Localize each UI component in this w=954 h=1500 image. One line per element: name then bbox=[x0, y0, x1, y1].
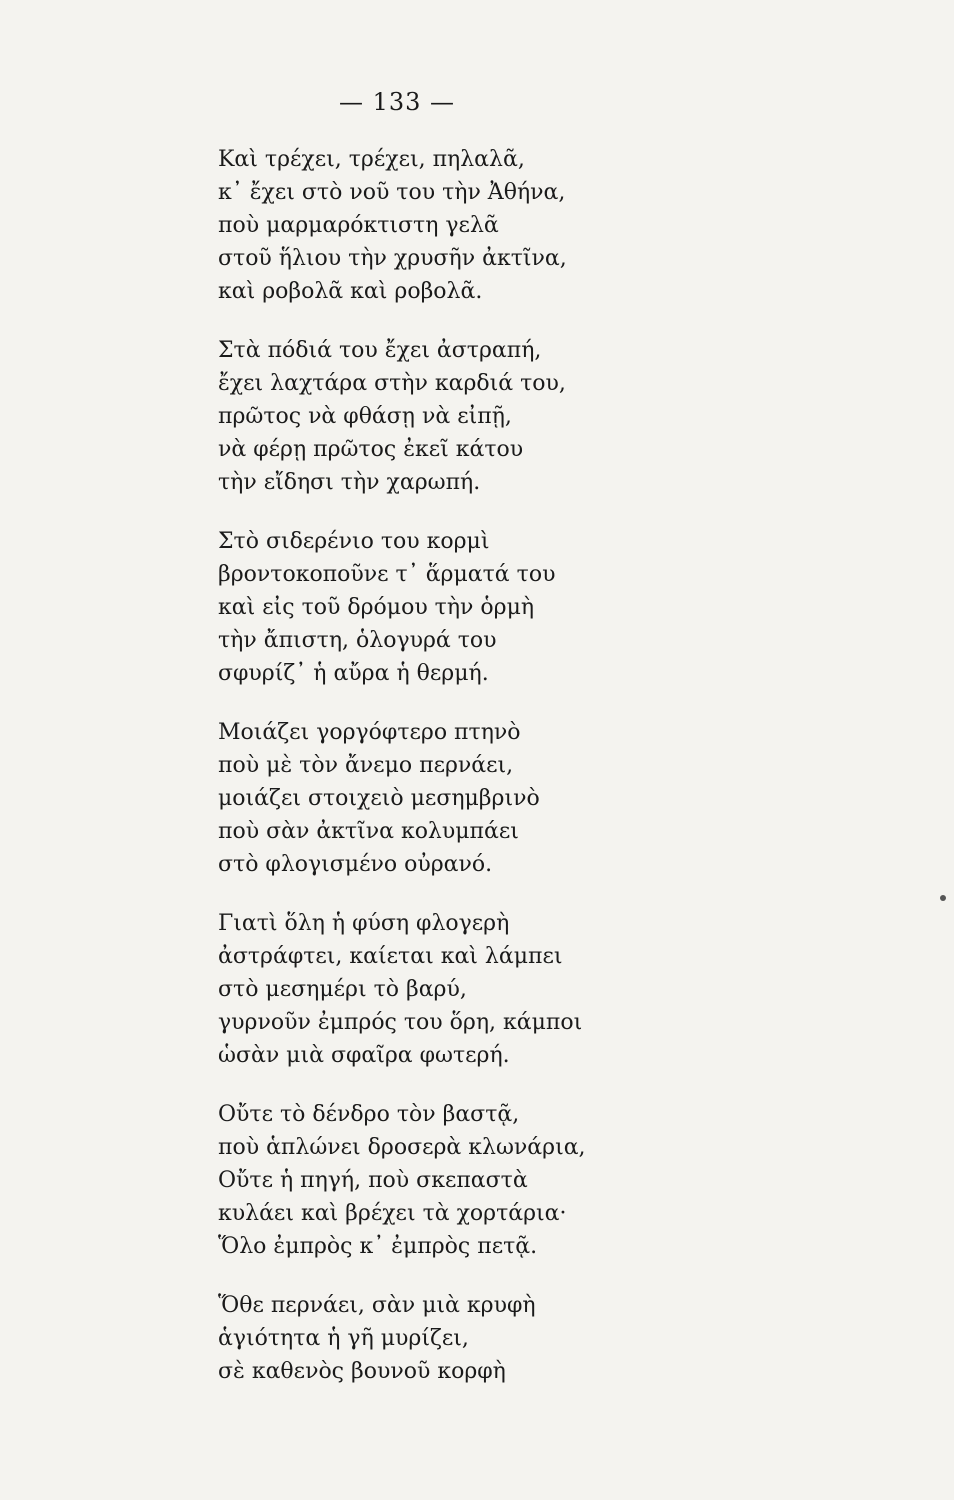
poem-line: Μοιάζει γοργόφτερο πτηνὸ bbox=[218, 720, 521, 745]
poem-line: καὶ ροβολᾶ καὶ ροβολᾶ. bbox=[218, 279, 483, 304]
poem-line: Ὅλο ἐμπρὸς κ᾿ ἐμπρὸς πετᾷ. bbox=[218, 1234, 538, 1259]
poem-line: Οὔτε τὸ δένδρο τὸν βαστᾷ, bbox=[218, 1102, 520, 1127]
stanza bbox=[218, 143, 738, 308]
poem-line: Καὶ τρέχει, τρέχει, πηλαλᾶ, bbox=[218, 147, 525, 172]
poem-line: σὲ καθενὸς βουνοῦ κορφὴ bbox=[218, 1359, 506, 1384]
poem-line: στοῦ ἥλιου τὴν χρυσῆν ἀκτῖνα, bbox=[218, 246, 567, 271]
poem-line: ἀστράφτει, καίεται καὶ λάμπει bbox=[218, 944, 563, 969]
paper-speck bbox=[940, 895, 946, 901]
page-number: — 133 — bbox=[338, 88, 456, 116]
poem-line: Ὅθε περνάει, σὰν μιὰ κρυφὴ bbox=[218, 1293, 536, 1318]
poem-line: κ᾿ ἔχει στὸ νοῦ του τὴν Ἀθήνα, bbox=[218, 180, 566, 205]
stanza bbox=[218, 525, 738, 690]
poem-line: μοιάζει στοιχειὸ μεσημβρινὸ bbox=[218, 786, 540, 811]
poem-line: στὸ μεσημέρι τὸ βαρύ, bbox=[218, 977, 467, 1002]
poem-line: Στὰ πόδιά του ἔχει ἀστραπή, bbox=[218, 338, 542, 363]
poem-line: ἁγιότητα ἡ γῆ μυρίζει, bbox=[218, 1326, 469, 1351]
poem-line: Οὔτε ἡ πηγή, ποὺ σκεπαστὰ bbox=[218, 1168, 528, 1193]
poem-line: σφυρίζ᾿ ἡ αὔρα ἡ θερμή. bbox=[218, 661, 489, 686]
poem-line: ἔχει λαχτάρα στὴν καρδιά του, bbox=[218, 371, 566, 396]
poem-line: ποὺ ἁπλώνει δροσερὰ κλωνάρια, bbox=[218, 1135, 586, 1160]
poem-line: τὴν ἄπιστη, ὁλογυρά του bbox=[218, 628, 497, 653]
poem-line: Στὸ σιδερένιο του κορμὶ bbox=[218, 529, 490, 554]
poem-line: στὸ φλογισμένο οὐρανό. bbox=[218, 852, 493, 877]
poem-body bbox=[218, 143, 738, 1414]
poem-line: ὡσὰν μιὰ σφαῖρα φωτερή. bbox=[218, 1043, 510, 1068]
stanza bbox=[218, 1289, 738, 1388]
poem-line: πρῶτος νὰ φθάσῃ νὰ εἰπῇ, bbox=[218, 404, 512, 429]
poem-line: κυλάει καὶ βρέχει τὰ χορτάρια· bbox=[218, 1201, 567, 1226]
poem-line: γυρνοῦν ἐμπρός του ὅρη, κάμποι bbox=[218, 1010, 583, 1035]
poem-line: βροντοκοποῦνε τ᾿ ἅρματά του bbox=[218, 562, 556, 587]
poem-line: Γιατὶ ὅλη ἡ φύση φλογερὴ bbox=[218, 911, 510, 936]
stanza bbox=[218, 1098, 738, 1263]
poem-line: ποὺ μαρμαρόκτιστη γελᾶ bbox=[218, 213, 499, 238]
stanza bbox=[218, 716, 738, 881]
poem-line: καὶ εἰς τοῦ δρόμου τὴν ὁρμὴ bbox=[218, 595, 535, 620]
poem-line: τὴν εἴδησι τὴν χαρωπή. bbox=[218, 470, 481, 495]
poem-line: ποὺ σὰν ἀκτῖνα κολυμπάει bbox=[218, 819, 519, 844]
stanza bbox=[218, 907, 738, 1072]
stanza bbox=[218, 334, 738, 499]
poem-line: νὰ φέρῃ πρῶτος ἐκεῖ κάτου bbox=[218, 437, 524, 462]
poem-line: ποὺ μὲ τὸν ἄνεμο περνάει, bbox=[218, 753, 514, 778]
